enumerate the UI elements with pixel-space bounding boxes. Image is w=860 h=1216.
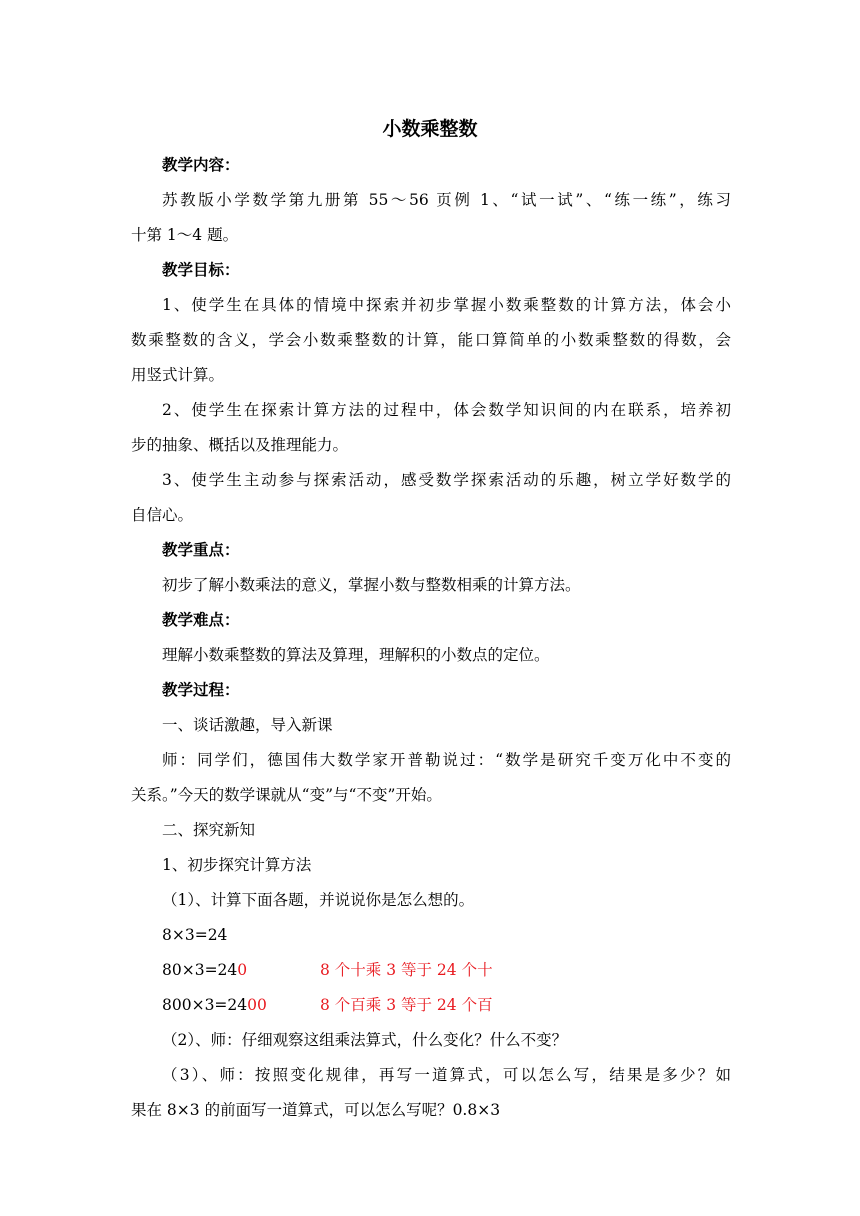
heading-goal: 教学目标： <box>162 260 240 279</box>
content-line-1: 苏教版小学数学第九册第 55～56 页例 1、“试一试”、“练一练”，练习 <box>162 191 731 209</box>
equation-2-note: 8 个十乘 3 等于 24 个十 <box>320 961 493 979</box>
process-line-7b: 果在 8×3 的前面写一道算式，可以怎么写呢？0.8×3 <box>131 1101 501 1119</box>
heading-content: 教学内容： <box>162 155 240 174</box>
equation-3-highlight: 00 <box>247 996 267 1014</box>
goal3-line-2: 自信心。 <box>131 506 194 524</box>
heading-process: 教学过程： <box>162 680 240 699</box>
process-line-4: 1、初步探究计算方法 <box>162 856 312 874</box>
process-line-3: 二、探究新知 <box>162 821 256 839</box>
difficulty-line-1: 理解小数乘整数的算法及算理，理解积的小数点的定位。 <box>162 646 550 664</box>
content-line-2: 十第 1～4 题。 <box>131 226 239 244</box>
equation-3-note: 8 个百乘 3 等于 24 个百 <box>320 996 493 1014</box>
goal1-line-2: 数乘整数的含义，学会小数乘整数的计算，能口算简单的小数乘整数的得数，会 <box>131 331 731 349</box>
heading-difficulty: 教学难点： <box>162 610 240 629</box>
heading-key: 教学重点： <box>162 540 240 559</box>
goal3-line-1: 3、使学生主动参与探索活动，感受数学探索活动的乐趣，树立学好数学的 <box>162 471 731 489</box>
process-line-6: （2）、师：仔细观察这组乘法算式，什么变化？什么不变？ <box>162 1031 568 1049</box>
process-line-5: （1）、计算下面各题，并说说你是怎么想的。 <box>162 891 475 909</box>
process-line-7a: （3）、师：按照变化规律，再写一道算式，可以怎么写，结果是多少？如 <box>162 1066 731 1084</box>
equation-3-text: 800×3=24 <box>162 996 248 1014</box>
equation-2-highlight: 0 <box>237 961 248 979</box>
equation-1: 8×3=24 <box>162 926 228 944</box>
process-line-2b: 关系。”今天的数学课就从“变”与“不变”开始。 <box>131 786 442 804</box>
goal1-line-1: 1、使学生在具体的情境中探索并初步掌握小数乘整数的计算方法，体会小 <box>162 296 731 314</box>
process-line-1: 一、谈话激趣，导入新课 <box>162 716 333 734</box>
key-line-1: 初步了解小数乘法的意义，掌握小数与整数相乘的计算方法。 <box>162 576 581 594</box>
process-line-2a: 师：同学们，德国伟大数学家开普勒说过：“数学是研究千变万化中不变的 <box>162 751 731 769</box>
goal2-line-2: 步的抽象、概括以及推理能力。 <box>131 436 349 454</box>
goal1-line-3: 用竖式计算。 <box>131 366 225 384</box>
goal2-line-1: 2、使学生在探索计算方法的过程中，体会数学知识间的内在联系，培养初 <box>162 401 731 419</box>
doc-title: 小数乘整数 <box>382 118 478 140</box>
equation-2-text: 80×3=24 <box>162 961 238 979</box>
